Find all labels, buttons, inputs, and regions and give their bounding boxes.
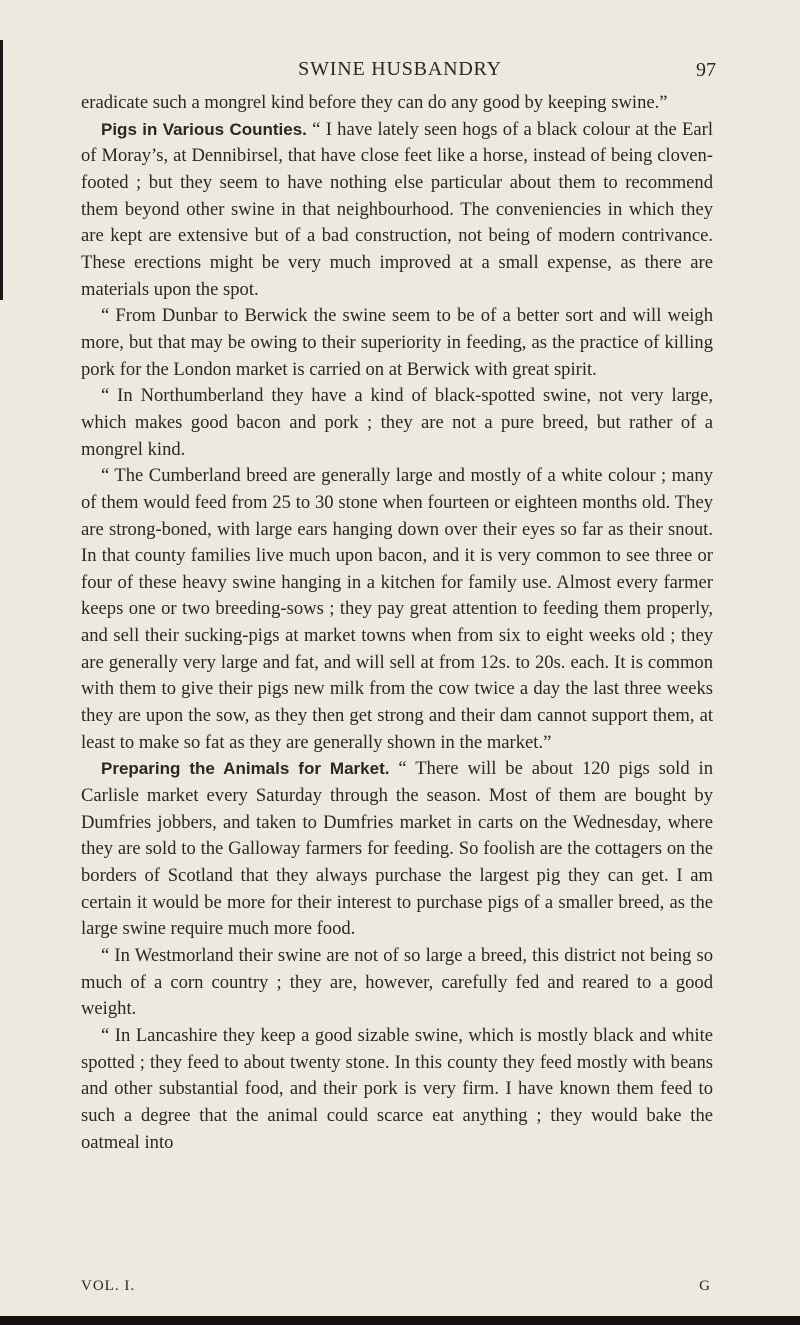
paragraph-text: “ In Lancashire they keep a good sizable swine, which is mostly black and white spotted ; they feed to about twenty stone. In this county they feed mostly with beans and other substantial food, and their pork is very firm. I have known them feed to such a degree that the animal could scarce eat anything ; they would bake the oatmeal into [81, 1024, 713, 1153]
page-bottom-edge [0, 1316, 800, 1325]
paragraph-text: “ From Dunbar to Berwick the swine seem to be of a better sort and will weigh more, but that may be owing to their superiority in feeding, as the practice of killing pork for the London market is carried on at Berwick with great spirit. [81, 305, 713, 380]
paragraph-2 [81, 117, 713, 304]
paragraph-text: eradicate such a mongrel kind before they can do any good by keeping swine.” [81, 92, 668, 113]
paragraph-4 [81, 383, 713, 463]
paragraph-7 [81, 943, 713, 1023]
sidehead-pigs-in-various-counties: Pigs in Various Counties. [101, 119, 307, 139]
paragraph-text: “ In Westmorland their swine are not of so large a breed, this district not being so much of a corn country ; they are, however, carefully fed and reared to a good weight. [81, 945, 713, 1020]
paragraph-3 [81, 303, 713, 383]
running-head: SWINE HUSBANDRY [298, 58, 502, 80]
paragraph-text: “ There will be about 120 pigs sold in Carlisle market every Saturday through the season. Most of them are bought by Dumfries jobbers, and taken to Dumfries market in carts on the Wednesday, where they are sold to the Galloway farmers for feeding. So foolish are the cottagers on the borders of Scotland that they always purchase the largest pig they can get. I am certain it would be more for their interest to purchase pigs of a smaller breed, as the large swine require much more food. [81, 758, 714, 940]
page-header [0, 58, 800, 88]
paragraph-8 [81, 1023, 713, 1156]
page-number: 97 [696, 59, 716, 81]
paragraph-text: “ The Cumberland breed are generally large and mostly of a white colour ; many of them would feed from 25 to 30 stone when fourteen or eighteen months old. They are strong-boned, with large ears hanging down over their eyes so far as their snout. In that county families live much upon bacon, and it is very common to see three or four of these heavy swine hanging in a kitchen for family use. Almost every farmer keeps one or two breeding-sows ; they pay great attention to feeding them properly, and sell their sucking-pigs at market towns when from six to eight weeks old ; they are generally very large and fat, and will sell at from 12s. to 20s. each. It is common with them to give their pigs new milk from the cow twice a day the last three weeks they are upon the sow, as they then get strong and their dam cannot support them, at least to make so fat as they are generally shown in the market.” [81, 465, 713, 753]
volume-mark: VOL. I. [81, 1278, 136, 1294]
body-text [81, 90, 713, 1156]
sidehead-preparing-the-animals-for-market: Preparing the Animals for Market. [101, 759, 390, 779]
page-footer [81, 1278, 713, 1302]
paragraph-text: “ In Northumberland they have a kind of black-spotted swine, not very large, which makes good bacon and pork ; they are not a pure breed, but rather of a mongrel kind. [81, 385, 713, 460]
paragraph-5 [81, 463, 713, 756]
signature-mark: G [699, 1278, 711, 1294]
paragraph-text: “ I have lately seen hogs of a black colour at the Earl of Moray’s, at Dennibirsel, that have close feet like a horse, instead of being cloven-footed ; but they seem to have nothing else particular about them to recommend them beyond other swine in that neighbourhood. The conveniencies in which they are kept are extensive but of a bad construction, not being of modern contrivance. These erections might be very much improved at a small expense, as there are materials upon the spot. [81, 118, 713, 300]
paragraph-6 [81, 756, 713, 943]
paragraph-1 [81, 90, 713, 117]
